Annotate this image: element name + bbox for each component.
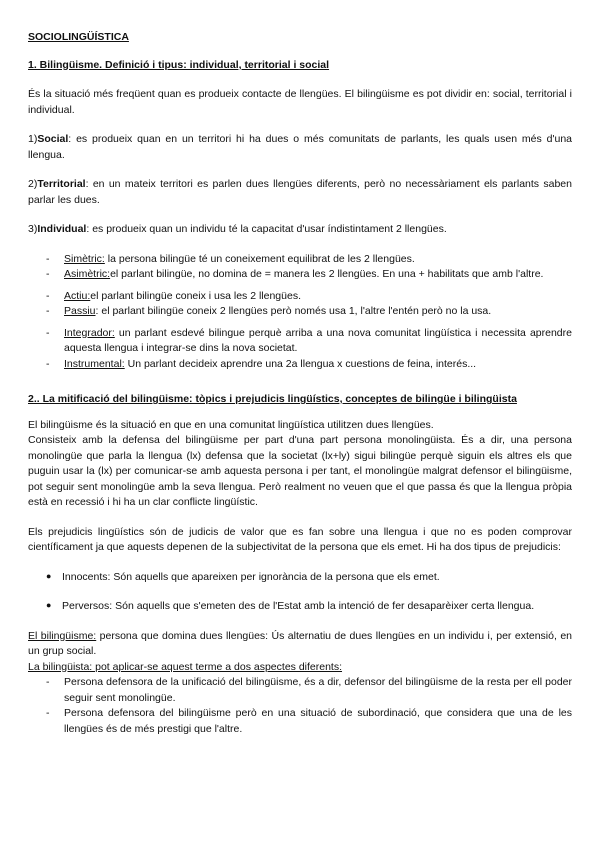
bilinguist-list (28, 675, 572, 737)
list-item (46, 252, 572, 268)
list-item (46, 304, 572, 320)
list-item: - Persona defensora de la unificació del bilingüisme, és a dir, defensor del bilingüisme de la resta per ell poder seguir sent monolingüe. (46, 675, 572, 706)
section-2-p2: Consisteix amb la defensa del bilingüisme per part d'una part persona monolingüista. És a dir, una persona monolingüe que parla la llengua (lx) defensa que la societat (lx+ly) sigui bilingüe perquè siguin els altres els que puguin usar la (lx) per comunicar-se amb aquesta persona i per tant, el monolingüe malgrat defensor el bilingüisme, pot seguir sent monolingüe amb la seva llengua. Però realment no veuen que el que passa és que la llengua pròpia està en recessió i hi ha un clar conflicte lingüístic. (28, 434, 572, 508)
document-page (28, 30, 572, 737)
list-item: ● Innocents: Són aquells que apareixen per ignorància de la persona que els emet. (46, 570, 572, 586)
territorial-text: : en un mateix territori es parlen dues llengües diferents, però no necessàriament els parlants saben parlar les dues. (28, 178, 572, 206)
section-1-intro: És la situació més freqüent quan es produeix contacte de llengües. El bilingüisme es pot dividir en: social, territorial i individual. (28, 88, 572, 116)
type-term: Instrumental: (64, 357, 125, 370)
social-prefix: 1) (28, 133, 38, 145)
section-2-p3: Els prejudicis lingüístics són de judicis de valor que es fan sobre una llengua i que no es poden comprovar científicament ja que aquests depenen de la subjectivitat de la persona que els emet. Hi ha dos tipus de prejudicis: (28, 525, 572, 553)
document-title: SOCIOLINGÜÍSTICA (28, 31, 129, 43)
section-2-heading: 2.. La mitificació del bilingüisme: tòpics i prejudicis lingüístics, conceptes de bilingüe i bilingüista (28, 393, 517, 405)
social-label: Social (37, 133, 69, 145)
individual-paragraph (28, 222, 572, 238)
type-text: el parlant bilingüe coneix i usa les 2 llengües. (90, 289, 301, 302)
social-text: : es produeix quan en un territori hi ha dues o més comunitats de parlants, les quals usen més d'una llengua. (28, 133, 572, 161)
list-item (46, 357, 572, 373)
bilingual-definition (28, 629, 572, 660)
territorial-prefix: 2) (28, 178, 38, 190)
list-item (46, 289, 572, 305)
territorial-label: Territorial (37, 178, 86, 190)
type-term: Actiu: (64, 289, 91, 302)
list-item (46, 326, 572, 357)
individual-types-list-1 (28, 252, 572, 283)
type-text: : el parlant bilingüe coneix 2 llengües però només usa 1, l'altre l'entén però no la usa. (95, 305, 492, 317)
individual-label: Individual (37, 223, 87, 235)
list-item: - Persona defensora del bilingüisme però en una situació de subordinació, que considera que una de les llengües és de més prestigi que l'altre. (46, 706, 572, 737)
type-text: la persona bilingüe té un coneixement equilibrat de les 2 llengües. (104, 252, 415, 265)
type-term: Integrador: (64, 326, 115, 339)
section-2-p1: El bilingüisme és la situació en que en una comunitat lingüística utilitzen dues llengües. (28, 418, 434, 431)
individual-text: : es produeix quan un individu té la capacitat d'usar índistintament 2 llengües. (86, 223, 447, 235)
type-term: Simètric: (64, 252, 105, 265)
type-term: Passiu (64, 305, 96, 317)
social-paragraph (28, 132, 572, 163)
bilinguist-line: La bilingüista: pot aplicar-se aquest terme a dos aspectes diferents: (28, 660, 343, 673)
individual-types-list-3 (28, 326, 572, 373)
type-text: el parlant bilingüe, no domina de = manera les 2 llengües. En una + habilitats que amb l'altre. (110, 268, 544, 280)
type-text: un parlant esdevé bilingue perquè arriba a una nova comunitat lingüística i necessita aprendre aquesta llengua i integrar-se dins la nova societat. (64, 326, 572, 354)
individual-prefix: 3) (28, 223, 38, 235)
territorial-paragraph (28, 177, 572, 208)
list-item: ● Perversos: Són aquells que s'emeten des de l'Estat amb la intenció de fer desaparèixer certa llengua. (46, 599, 572, 615)
prejudices-list (28, 570, 572, 615)
type-text: Un parlant decideix aprendre una 2a llengua x cuestions de feina, interés... (124, 357, 477, 370)
section-1-heading: 1. Bilingüisme. Definició i tipus: individual, territorial i social (28, 58, 330, 71)
bilingual-term: El bilingüisme: (28, 629, 97, 642)
bilingual-text: persona que domina dues llengües: Ús alternatiu de dues llengües en un individu i, per extensió, en un grup social. (28, 629, 572, 657)
type-term: Asimètric: (64, 268, 111, 280)
list-item (46, 267, 572, 283)
individual-types-list-2 (28, 289, 572, 320)
